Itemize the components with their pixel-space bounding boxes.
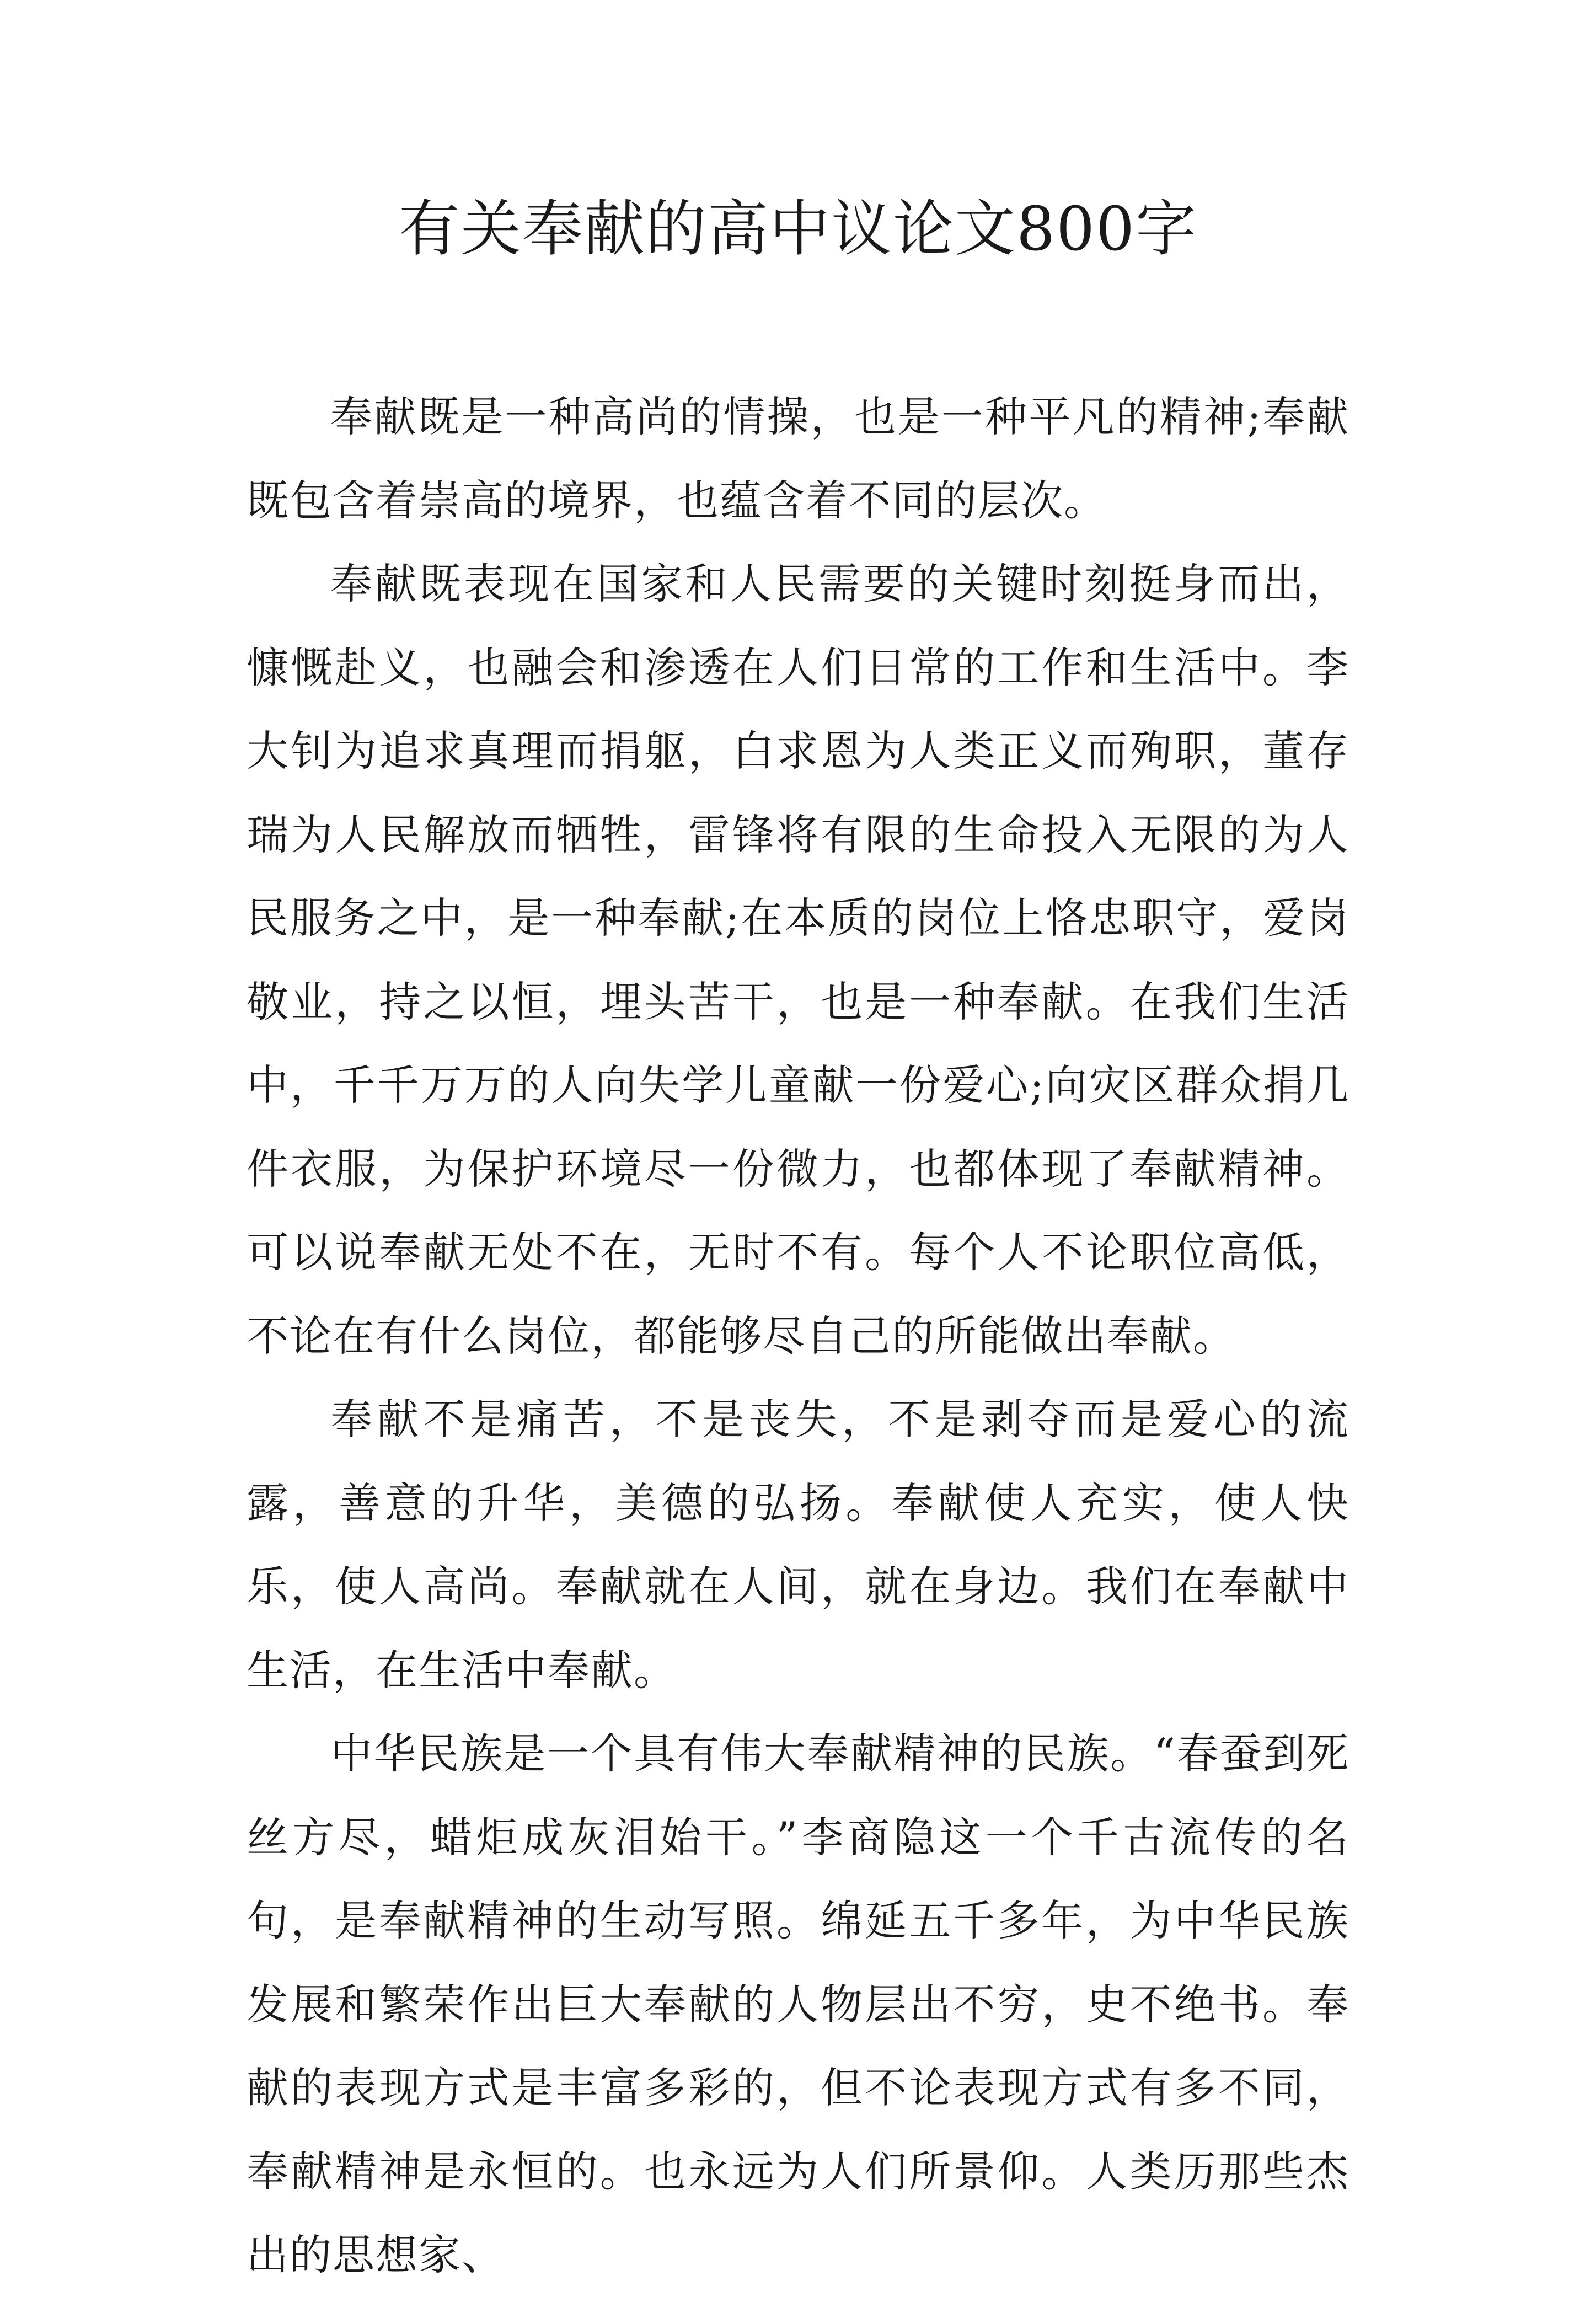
paragraph-1: 奉献既是一种高尚的情操，也是一种平凡的精神;奉献既包含着崇高的境界，也蕴含着不同的层次。 — [247, 392, 1349, 525]
document-title: 有关奉献的高中议论文800字 — [399, 194, 1197, 264]
document-body — [247, 375, 1349, 2297]
paragraph-3: 奉献不是痛苦，不是丧失，不是剥夺而是爱心的流露，善意的升华，美德的弘扬。奉献使人充实，使人快乐，使人高尚。奉献就在人间，就在身边。我们在奉献中生活，在生活中奉献。 — [247, 1395, 1349, 1695]
paragraph-4: 中华民族是一个具有伟大奉献精神的民族。“春蚕到死丝方尽，蜡炬成灰泪始干。”李商隐这一个千古流传的名句，是奉献精神的生动写照。绵延五千多年，为中华民族发展和繁荣作出巨大奉献的人物层出不穷，史不绝书。奉献的表现方式是丰富多彩的，但不论表现方式有多不同，奉献精神是永恒的。也永远为人们所景仰。人类历那些杰出的思想家、 — [247, 1729, 1349, 2279]
paragraph-2: 奉献既表现在国家和人民需要的关键时刻挺身而出，慷慨赴义，也融会和渗透在人们日常的工作和生活中。李大钊为追求真理而捐躯，白求恩为人类正义而殉职，董存瑞为人民解放而牺牲，雷锋将有限的生命投入无限的为人民服务之中，是一种奉献;在本质的岗位上恪忠职守，爱岗敬业，持之以恒，埋头苦干，也是一种奉献。在我们生活中，千千万万的人向失学儿童献一份爱心;向灾区群众捐几件衣服，为保护环境尽一份微力，也都体现了奉献精神。可以说奉献无处不在，无时不有。每个人不论职位高低，不论在有什么岗位，都能够尽自己的所能做出奉献。 — [247, 559, 1349, 1361]
